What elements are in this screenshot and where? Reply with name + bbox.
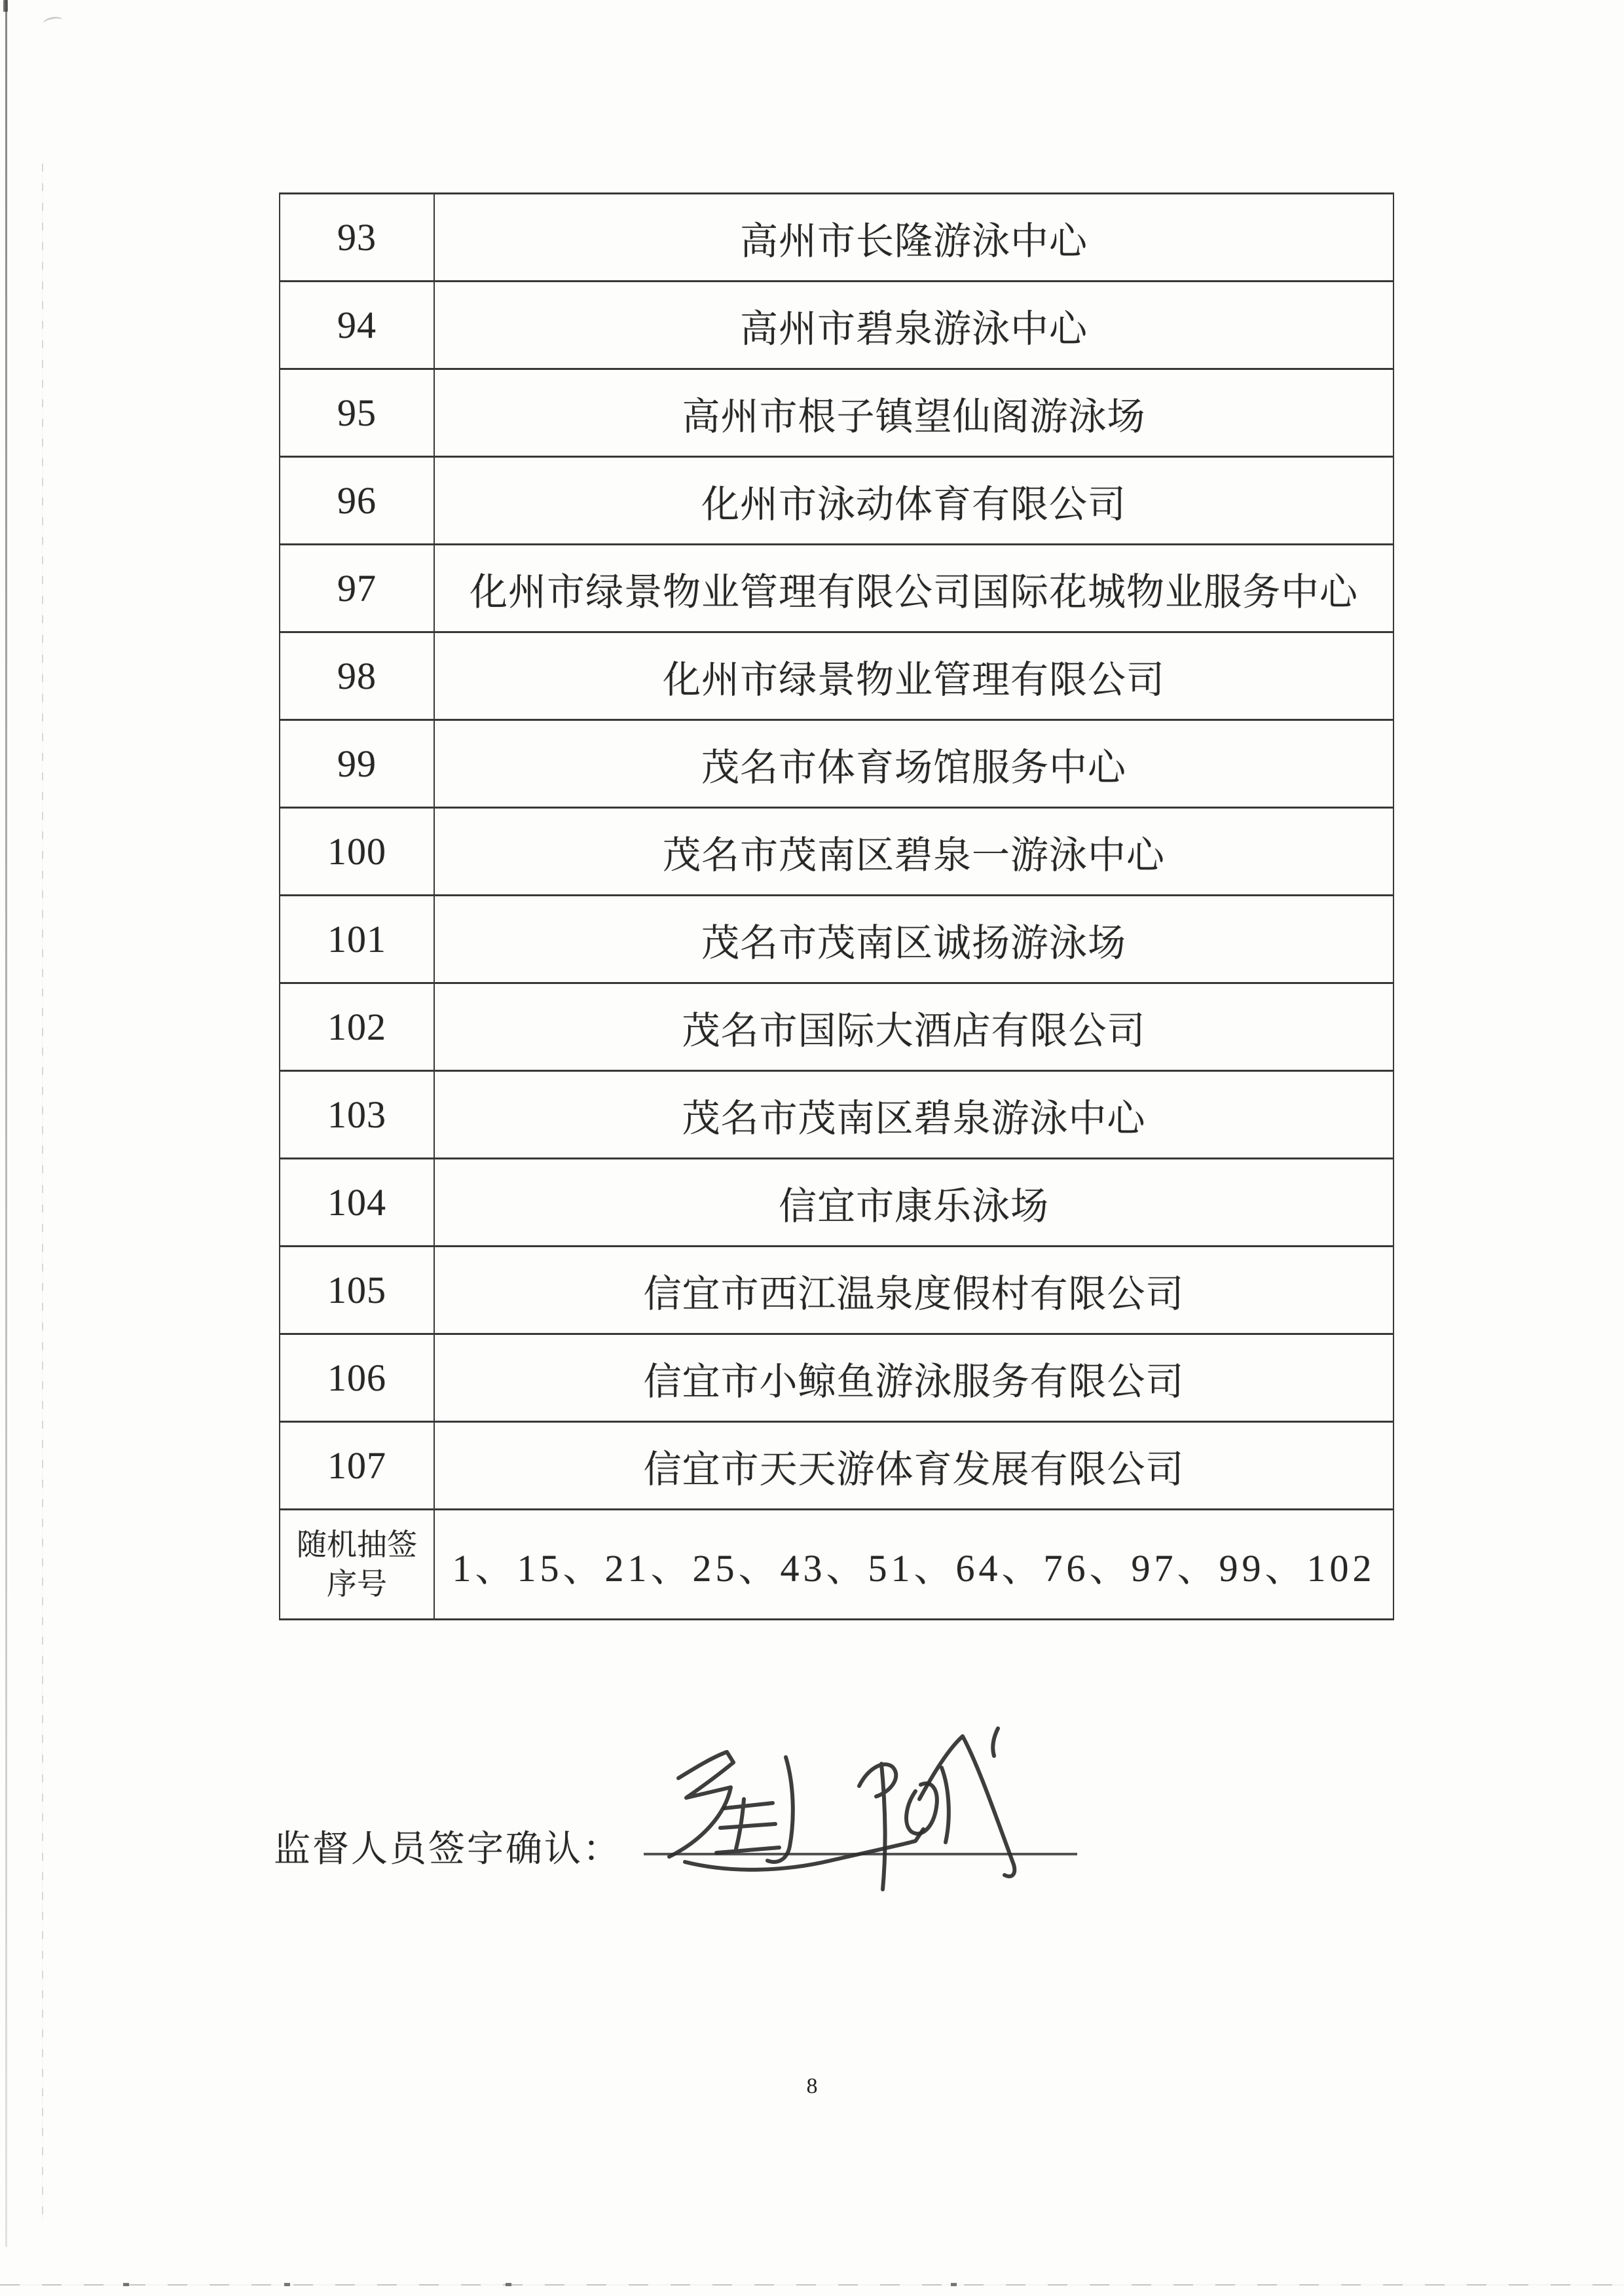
table-row [280, 808, 1393, 896]
facility-name-cell: 茂名市茂南区碧泉一游泳中心 [434, 808, 1393, 896]
serial-cell: 95 [280, 369, 434, 457]
table-row [280, 632, 1393, 720]
facility-name-cell: 信宜市天天游体育发展有限公司 [434, 1422, 1393, 1510]
serial-cell: 102 [280, 983, 434, 1071]
lottery-row [280, 1510, 1393, 1620]
table-row [280, 896, 1393, 983]
scan-edge-tick [951, 2283, 957, 2286]
table-row [280, 720, 1393, 808]
signature-label: 监督人员签字确认： [274, 1829, 621, 1870]
lottery-label-line2: 序号 [327, 1567, 387, 1601]
facility-name-cell: 信宜市小鲸鱼游泳服务有限公司 [434, 1334, 1393, 1422]
scan-smudge [43, 16, 64, 29]
scan-edge-tick [506, 2283, 511, 2286]
serial-cell: 97 [280, 545, 434, 632]
serial-cell: 104 [280, 1159, 434, 1247]
table-row [280, 369, 1393, 457]
facility-name-cell: 高州市碧泉游泳中心 [434, 282, 1393, 369]
serial-cell: 99 [280, 720, 434, 808]
table-row [280, 983, 1393, 1071]
scan-edge-tick [123, 2283, 129, 2286]
facility-name-cell: 茂名市茂南区碧泉游泳中心 [434, 1071, 1393, 1159]
serial-cell: 107 [280, 1422, 434, 1510]
facility-name-cell: 化州市泳动体育有限公司 [434, 457, 1393, 545]
table-row [280, 1247, 1393, 1334]
handwritten-signature-2 [859, 1728, 1014, 1889]
lottery-label-cell [280, 1510, 434, 1620]
serial-cell: 106 [280, 1334, 434, 1422]
facility-name-cell: 茂名市茂南区诚扬游泳场 [434, 896, 1393, 983]
facility-name-cell: 化州市绿景物业管理有限公司 [434, 632, 1393, 720]
facility-name-cell: 高州市长隆游泳中心 [434, 194, 1393, 282]
serial-cell: 100 [280, 808, 434, 896]
serial-cell: 93 [280, 194, 434, 282]
lottery-label-line1: 随机抽签 [297, 1527, 417, 1561]
table-row [280, 1422, 1393, 1510]
serial-cell: 94 [280, 282, 434, 369]
table-row [280, 1159, 1393, 1247]
serial-cell: 103 [280, 1071, 434, 1159]
serial-cell: 101 [280, 896, 434, 983]
table-row [280, 1071, 1393, 1159]
table-row [280, 545, 1393, 632]
scan-edge-tick [284, 2283, 290, 2286]
serial-cell: 96 [280, 457, 434, 545]
scan-vertical-line-faint [42, 164, 43, 2219]
facility-name-cell: 高州市根子镇望仙阁游泳场 [434, 369, 1393, 457]
facility-name-cell: 茂名市体育场馆服务中心 [434, 720, 1393, 808]
facility-name-cell: 信宜市康乐泳场 [434, 1159, 1393, 1247]
lottery-numbers-cell: 1、15、21、25、43、51、64、76、97、99、102 [434, 1510, 1393, 1620]
facility-name-cell: 信宜市西江温泉度假村有限公司 [434, 1247, 1393, 1334]
page-number: 8 [806, 2074, 818, 2098]
table-row [280, 282, 1393, 369]
facility-name-cell: 茂名市国际大酒店有限公司 [434, 983, 1393, 1071]
scan-vertical-line [5, 0, 7, 2247]
serial-cell: 98 [280, 632, 434, 720]
facilities-table [279, 192, 1394, 1620]
serial-cell: 105 [280, 1247, 434, 1334]
handwritten-signatures [642, 1696, 1100, 1918]
table-row [280, 194, 1393, 282]
scan-bottom-edge-line [0, 2284, 1624, 2286]
table-row [280, 457, 1393, 545]
table-row [280, 1334, 1393, 1422]
facility-name-cell: 化州市绿景物业管理有限公司国际花城物业服务中心 [434, 545, 1393, 632]
